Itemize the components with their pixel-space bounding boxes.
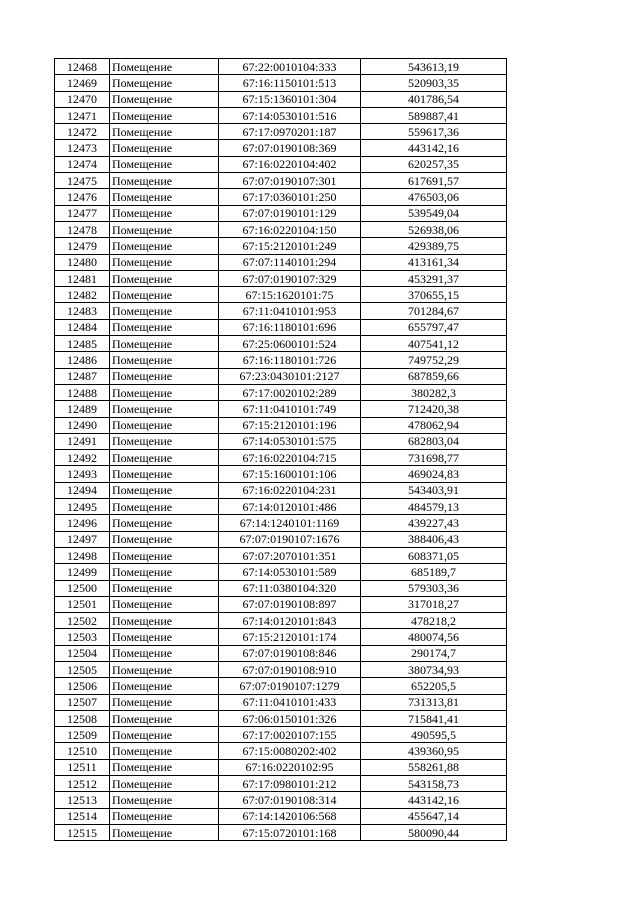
cadastral-value-cell: 589887,41 [361, 107, 507, 123]
row-number-cell: 12469 [55, 75, 110, 91]
object-type-cell: Помещение [110, 75, 219, 91]
object-type-cell: Помещение [110, 776, 219, 792]
cadastral-number-cell: 67:16:1150101:513 [219, 75, 361, 91]
table-row [55, 466, 507, 482]
cadastral-value-cell: 712420,38 [361, 401, 507, 417]
cadastral-value-cell: 401786,54 [361, 91, 507, 107]
table-row [55, 254, 507, 270]
row-number-cell: 12509 [55, 727, 110, 743]
object-type-cell: Помещение [110, 91, 219, 107]
cadastral-number-cell: 67:07:0190107:1279 [219, 678, 361, 694]
table-row [55, 824, 507, 840]
object-type-cell: Помещение [110, 140, 219, 156]
table-row [55, 189, 507, 205]
table-row [55, 629, 507, 645]
cadastral-number-cell: 67:17:0020107:155 [219, 727, 361, 743]
table-row [55, 270, 507, 286]
cadastral-number-cell: 67:14:0530101:575 [219, 433, 361, 449]
object-type-cell: Помещение [110, 531, 219, 547]
row-number-cell: 12484 [55, 319, 110, 335]
cadastral-value-cell: 539549,04 [361, 205, 507, 221]
object-type-cell: Помещение [110, 564, 219, 580]
table-row [55, 596, 507, 612]
cadastral-number-cell: 67:15:1620101:75 [219, 287, 361, 303]
row-number-cell: 12510 [55, 743, 110, 759]
cadastral-number-cell: 67:07:0190108:369 [219, 140, 361, 156]
object-type-cell: Помещение [110, 254, 219, 270]
row-number-cell: 12473 [55, 140, 110, 156]
object-type-cell: Помещение [110, 808, 219, 824]
object-type-cell: Помещение [110, 107, 219, 123]
object-type-cell: Помещение [110, 124, 219, 140]
object-type-cell: Помещение [110, 743, 219, 759]
cadastral-number-cell: 67:07:0190107:1676 [219, 531, 361, 547]
property-table [54, 58, 507, 841]
object-type-cell: Помещение [110, 368, 219, 384]
cadastral-value-cell: 652205,5 [361, 678, 507, 694]
cadastral-number-cell: 67:07:0190108:846 [219, 645, 361, 661]
cadastral-value-cell: 559617,36 [361, 124, 507, 140]
cadastral-value-cell: 682803,04 [361, 433, 507, 449]
cadastral-number-cell: 67:16:0220104:402 [219, 156, 361, 172]
row-number-cell: 12508 [55, 710, 110, 726]
object-type-cell: Помещение [110, 238, 219, 254]
object-type-cell: Помещение [110, 824, 219, 840]
cadastral-number-cell: 67:15:1600101:106 [219, 466, 361, 482]
row-number-cell: 12496 [55, 515, 110, 531]
cadastral-value-cell: 478062,94 [361, 417, 507, 433]
object-type-cell: Помещение [110, 319, 219, 335]
cadastral-number-cell: 67:16:1180101:726 [219, 352, 361, 368]
cadastral-number-cell: 67:15:1360101:304 [219, 91, 361, 107]
row-number-cell: 12475 [55, 173, 110, 189]
row-number-cell: 12490 [55, 417, 110, 433]
cadastral-value-cell: 526938,06 [361, 221, 507, 237]
table-row [55, 75, 507, 91]
cadastral-number-cell: 67:15:0720101:168 [219, 824, 361, 840]
cadastral-number-cell: 67:16:1180101:696 [219, 319, 361, 335]
table-row [55, 221, 507, 237]
row-number-cell: 12480 [55, 254, 110, 270]
object-type-cell: Помещение [110, 352, 219, 368]
object-type-cell: Помещение [110, 450, 219, 466]
table-row [55, 759, 507, 775]
row-number-cell: 12505 [55, 661, 110, 677]
object-type-cell: Помещение [110, 173, 219, 189]
table-row [55, 238, 507, 254]
table-row [55, 433, 507, 449]
row-number-cell: 12478 [55, 221, 110, 237]
table-row [55, 368, 507, 384]
row-number-cell: 12474 [55, 156, 110, 172]
row-number-cell: 12492 [55, 450, 110, 466]
table-row [55, 499, 507, 515]
cadastral-number-cell: 67:23:0430101:2127 [219, 368, 361, 384]
cadastral-value-cell: 480074,56 [361, 629, 507, 645]
object-type-cell: Помещение [110, 433, 219, 449]
cadastral-number-cell: 67:07:0190108:314 [219, 792, 361, 808]
row-number-cell: 12514 [55, 808, 110, 824]
table-row [55, 140, 507, 156]
table-body [55, 59, 507, 841]
table-row [55, 727, 507, 743]
row-number-cell: 12493 [55, 466, 110, 482]
cadastral-value-cell: 579303,36 [361, 580, 507, 596]
cadastral-value-cell: 469024,83 [361, 466, 507, 482]
table-row [55, 156, 507, 172]
row-number-cell: 12499 [55, 564, 110, 580]
cadastral-value-cell: 749752,29 [361, 352, 507, 368]
cadastral-number-cell: 67:17:0980101:212 [219, 776, 361, 792]
object-type-cell: Помещение [110, 515, 219, 531]
cadastral-number-cell: 67:15:2120101:249 [219, 238, 361, 254]
table-row [55, 661, 507, 677]
cadastral-number-cell: 67:16:0220104:715 [219, 450, 361, 466]
row-number-cell: 12512 [55, 776, 110, 792]
cadastral-value-cell: 439360,95 [361, 743, 507, 759]
cadastral-value-cell: 439227,43 [361, 515, 507, 531]
object-type-cell: Помещение [110, 629, 219, 645]
table-row [55, 319, 507, 335]
cadastral-value-cell: 580090,44 [361, 824, 507, 840]
cadastral-number-cell: 67:17:0360101:250 [219, 189, 361, 205]
object-type-cell: Помещение [110, 596, 219, 612]
cadastral-number-cell: 67:17:0020102:289 [219, 384, 361, 400]
cadastral-value-cell: 407541,12 [361, 336, 507, 352]
cadastral-value-cell: 429389,75 [361, 238, 507, 254]
table-row [55, 694, 507, 710]
cadastral-number-cell: 67:17:0970201:187 [219, 124, 361, 140]
cadastral-number-cell: 67:16:0220102:95 [219, 759, 361, 775]
cadastral-value-cell: 443142,16 [361, 140, 507, 156]
cadastral-value-cell: 701284,67 [361, 303, 507, 319]
object-type-cell: Помещение [110, 759, 219, 775]
row-number-cell: 12498 [55, 547, 110, 563]
cadastral-number-cell: 67:14:0120101:843 [219, 613, 361, 629]
object-type-cell: Помещение [110, 727, 219, 743]
table-row [55, 173, 507, 189]
cadastral-number-cell: 67:14:0120101:486 [219, 499, 361, 515]
cadastral-value-cell: 620257,35 [361, 156, 507, 172]
row-number-cell: 12491 [55, 433, 110, 449]
row-number-cell: 12494 [55, 482, 110, 498]
cadastral-number-cell: 67:14:0530101:516 [219, 107, 361, 123]
cadastral-number-cell: 67:07:2070101:351 [219, 547, 361, 563]
table-row [55, 531, 507, 547]
table-row [55, 417, 507, 433]
table-row [55, 547, 507, 563]
object-type-cell: Помещение [110, 678, 219, 694]
row-number-cell: 12476 [55, 189, 110, 205]
cadastral-value-cell: 543158,73 [361, 776, 507, 792]
cadastral-value-cell: 520903,35 [361, 75, 507, 91]
row-number-cell: 12502 [55, 613, 110, 629]
table-row [55, 107, 507, 123]
cadastral-value-cell: 455647,14 [361, 808, 507, 824]
object-type-cell: Помещение [110, 205, 219, 221]
table-row [55, 613, 507, 629]
cadastral-number-cell: 67:11:0410101:433 [219, 694, 361, 710]
row-number-cell: 12504 [55, 645, 110, 661]
cadastral-value-cell: 453291,37 [361, 270, 507, 286]
row-number-cell: 12497 [55, 531, 110, 547]
object-type-cell: Помещение [110, 401, 219, 417]
cadastral-number-cell: 67:11:0410101:953 [219, 303, 361, 319]
row-number-cell: 12495 [55, 499, 110, 515]
row-number-cell: 12506 [55, 678, 110, 694]
cadastral-value-cell: 370655,15 [361, 287, 507, 303]
object-type-cell: Помещение [110, 547, 219, 563]
cadastral-number-cell: 67:15:2120101:174 [219, 629, 361, 645]
cadastral-value-cell: 617691,57 [361, 173, 507, 189]
table-row [55, 645, 507, 661]
cadastral-number-cell: 67:07:0190107:301 [219, 173, 361, 189]
row-number-cell: 12482 [55, 287, 110, 303]
cadastral-value-cell: 443142,16 [361, 792, 507, 808]
cadastral-number-cell: 67:11:0410101:749 [219, 401, 361, 417]
cadastral-value-cell: 380282,3 [361, 384, 507, 400]
row-number-cell: 12501 [55, 596, 110, 612]
row-number-cell: 12477 [55, 205, 110, 221]
row-number-cell: 12507 [55, 694, 110, 710]
table-row [55, 792, 507, 808]
cadastral-number-cell: 67:07:1140101:294 [219, 254, 361, 270]
object-type-cell: Помещение [110, 645, 219, 661]
cadastral-value-cell: 687859,66 [361, 368, 507, 384]
object-type-cell: Помещение [110, 499, 219, 515]
cadastral-value-cell: 317018,27 [361, 596, 507, 612]
table-row [55, 743, 507, 759]
table-row [55, 710, 507, 726]
cadastral-value-cell: 543403,91 [361, 482, 507, 498]
table-row [55, 91, 507, 107]
table-row [55, 384, 507, 400]
cadastral-value-cell: 543613,19 [361, 59, 507, 75]
cadastral-number-cell: 67:16:0220104:231 [219, 482, 361, 498]
cadastral-value-cell: 413161,34 [361, 254, 507, 270]
cadastral-value-cell: 685189,7 [361, 564, 507, 580]
object-type-cell: Помещение [110, 792, 219, 808]
object-type-cell: Помещение [110, 710, 219, 726]
object-type-cell: Помещение [110, 466, 219, 482]
row-number-cell: 12489 [55, 401, 110, 417]
cadastral-number-cell: 67:14:0530101:589 [219, 564, 361, 580]
row-number-cell: 12486 [55, 352, 110, 368]
row-number-cell: 12488 [55, 384, 110, 400]
cadastral-value-cell: 478218,2 [361, 613, 507, 629]
cadastral-number-cell: 67:22:0010104:333 [219, 59, 361, 75]
cadastral-number-cell: 67:11:0380104:320 [219, 580, 361, 596]
object-type-cell: Помещение [110, 694, 219, 710]
row-number-cell: 12470 [55, 91, 110, 107]
table-row [55, 287, 507, 303]
table-row [55, 776, 507, 792]
object-type-cell: Помещение [110, 580, 219, 596]
table-row [55, 124, 507, 140]
table-row [55, 515, 507, 531]
row-number-cell: 12511 [55, 759, 110, 775]
cadastral-value-cell: 490595,5 [361, 727, 507, 743]
object-type-cell: Помещение [110, 287, 219, 303]
cadastral-number-cell: 67:16:0220104:150 [219, 221, 361, 237]
table-row [55, 336, 507, 352]
table-row [55, 352, 507, 368]
cadastral-number-cell: 67:14:1420106:568 [219, 808, 361, 824]
cadastral-number-cell: 67:06:0150101:326 [219, 710, 361, 726]
cadastral-number-cell: 67:14:1240101:1169 [219, 515, 361, 531]
row-number-cell: 12479 [55, 238, 110, 254]
object-type-cell: Помещение [110, 661, 219, 677]
object-type-cell: Помещение [110, 270, 219, 286]
row-number-cell: 12487 [55, 368, 110, 384]
row-number-cell: 12513 [55, 792, 110, 808]
cadastral-number-cell: 67:07:0190107:329 [219, 270, 361, 286]
table-row [55, 808, 507, 824]
row-number-cell: 12515 [55, 824, 110, 840]
table-row [55, 564, 507, 580]
row-number-cell: 12468 [55, 59, 110, 75]
cadastral-value-cell: 715841,41 [361, 710, 507, 726]
cadastral-value-cell: 388406,43 [361, 531, 507, 547]
cadastral-value-cell: 476503,06 [361, 189, 507, 205]
cadastral-number-cell: 67:07:0190108:910 [219, 661, 361, 677]
object-type-cell: Помещение [110, 482, 219, 498]
object-type-cell: Помещение [110, 336, 219, 352]
cadastral-value-cell: 484579,13 [361, 499, 507, 515]
row-number-cell: 12471 [55, 107, 110, 123]
cadastral-number-cell: 67:07:0190101:129 [219, 205, 361, 221]
cadastral-value-cell: 290174,7 [361, 645, 507, 661]
cadastral-value-cell: 655797,47 [361, 319, 507, 335]
cadastral-number-cell: 67:15:0080202:402 [219, 743, 361, 759]
table-row [55, 401, 507, 417]
object-type-cell: Помещение [110, 417, 219, 433]
object-type-cell: Помещение [110, 613, 219, 629]
table-row [55, 450, 507, 466]
cadastral-number-cell: 67:15:2120101:196 [219, 417, 361, 433]
object-type-cell: Помещение [110, 59, 219, 75]
object-type-cell: Помещение [110, 384, 219, 400]
object-type-cell: Помещение [110, 189, 219, 205]
row-number-cell: 12483 [55, 303, 110, 319]
table-row [55, 303, 507, 319]
cadastral-value-cell: 380734,93 [361, 661, 507, 677]
cadastral-number-cell: 67:07:0190108:897 [219, 596, 361, 612]
row-number-cell: 12503 [55, 629, 110, 645]
table-row [55, 678, 507, 694]
table-row [55, 580, 507, 596]
table-row [55, 59, 507, 75]
row-number-cell: 12500 [55, 580, 110, 596]
row-number-cell: 12485 [55, 336, 110, 352]
cadastral-value-cell: 731698,77 [361, 450, 507, 466]
cadastral-value-cell: 731313,81 [361, 694, 507, 710]
table-row [55, 482, 507, 498]
object-type-cell: Помещение [110, 156, 219, 172]
row-number-cell: 12481 [55, 270, 110, 286]
cadastral-value-cell: 558261,88 [361, 759, 507, 775]
cadastral-number-cell: 67:25:0600101:524 [219, 336, 361, 352]
row-number-cell: 12472 [55, 124, 110, 140]
cadastral-value-cell: 608371,05 [361, 547, 507, 563]
object-type-cell: Помещение [110, 303, 219, 319]
object-type-cell: Помещение [110, 221, 219, 237]
table-row [55, 205, 507, 221]
